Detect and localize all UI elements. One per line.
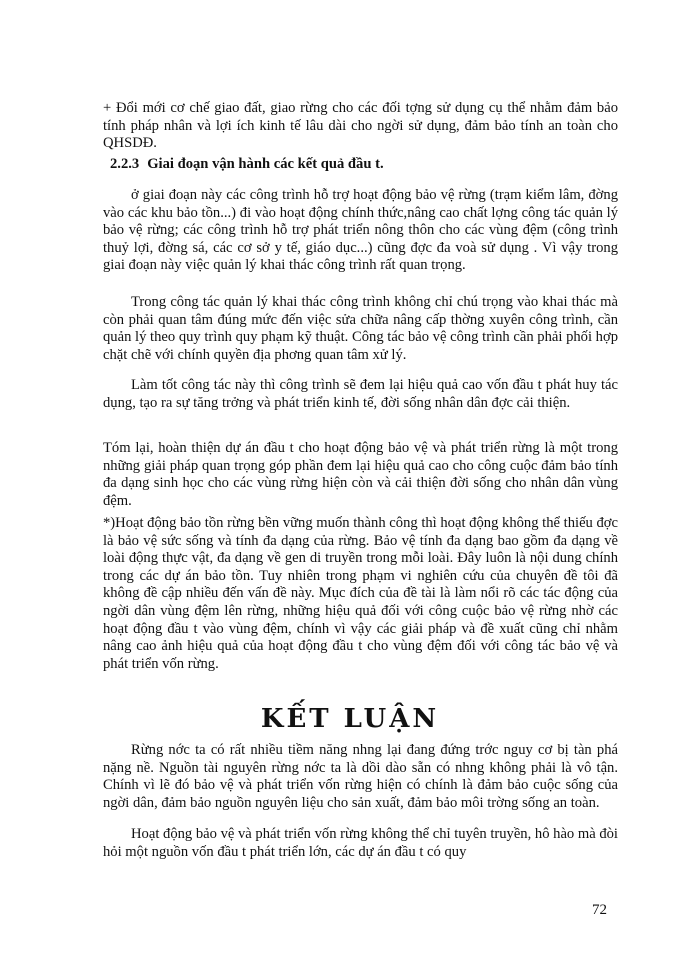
conclusion-title: KẾT LUẬN	[260, 704, 440, 734]
section-title: Giai đoạn vận hành các kết quả đầu t.	[147, 156, 384, 172]
paragraph-land-allocation: + Đổi mới cơ chế giao đất, giao rừng cho các đối tợng sử dụng cụ thể nhằm đảm bảo tính pháp nhân và lợi ích kinh tế lâu dài cho ngời sử dụng, đảm bảo tính an toàn cho QHSDĐ.	[103, 100, 618, 152]
paragraph-management: Trong công tác quản lý khai thác công trình không chỉ chú trọng vào khai thác mà còn phải quan tâm đúng mức đến việc sửa chữa nâng cấp thờng xuyên công trình, cần quản lý theo quy trình quy phạm kỹ thuật. Công tác bảo vệ công trình cần phải phối hợp chặt chẽ với chính quyền địa phơng quan tâm xử lý.	[103, 294, 618, 363]
paragraph-operation-phase: ở giai đoạn này các công trình hỗ trợ hoạt động bảo vệ rừng (trạm kiểm lâm, đờng vào các khu bảo tồn...) đi vào hoạt động chính thức,nâng cao chất lợng công tác quản lý bảo vệ rừng; các công trình hỗ trợ phát triển nông thôn cho các vùng đệm (công trình thuỷ lợi, đờng sá, các cơ sở y tế, giáo dục...) cũng đợc đa voà sử dụng . Vì vậy trong giai đoạn này việc quản lý khai thác công trình rất quan trọng.	[103, 187, 618, 274]
section-heading	[110, 156, 384, 173]
paragraph-conclusion-1: Rừng nớc ta có rất nhiều tiềm năng nhng lại đang đứng trớc nguy cơ bị tàn phá nặng nề. Nguồn tài nguyên rừng nớc ta là dồi dào sẵn có nhng không phải là vô tận. Chính vì lẽ đó bảo vệ và phát triển vốn rừng hiện có chính là đảm bảo cuộc sống của ngời dân, đảm bảo nguồn nguyên liệu cho sản xuất, đảm bảo môi trờng sống an toàn.	[103, 742, 618, 811]
paragraph-conservation-note: *)Hoạt động bảo tồn rừng bền vững muốn thành công thì hoạt động không thể thiếu đợc là bảo vệ sức sống và tính đa dạng của rừng. Bảo vệ tính đa dạng bao gồm đa dạng về loài động thực vật, đa dạng về gen di truyền trong mỗi loài. Đây luôn là nội dung chính trong các dự án bảo tồn. Tuy nhiên trong phạm vi nghiên cứu của chuyên đề tôi đã không đề cập nhiều đến vấn đề này. Mục đích của đề tài là làm nổi rõ các tác động của ngời dân vùng đệm lên rừng, những hiệu quả đối với công cuộc bảo vệ rừng nhờ các hoạt động đầu t vào vùng đệm, chính vì vậy các giải pháp và đề xuất cũng chỉ nhằm nâng cao ảnh hiệu quả của hoạt động đầu t cho vùng đệm đối với công tác bảo vệ và phát triển vốn rừng.	[103, 515, 618, 672]
paragraph-conclusion-2: Hoạt động bảo vệ và phát triển vốn rừng không thể chỉ tuyên truyền, hô hào mà đòi hỏi một nguồn vốn đầu t phát triển lớn, các dự án đầu t có quy	[103, 826, 618, 860]
section-number: 2.2.3	[110, 156, 140, 172]
paragraph-effectiveness: Làm tốt công tác này thì công trình sẽ đem lại hiệu quả cao vốn đầu t phát huy tác dụng, tạo ra sự tăng trởng và phát triển kinh tế, đời sống nhân dân đợc cải thiện.	[103, 377, 618, 411]
paragraph-summary: Tóm lại, hoàn thiện dự án đầu t cho hoạt động bảo vệ và phát triển rừng là một trong những giải pháp quan trọng góp phần đem lại hiệu quả cao cho công cuộc đảm bảo tính đa dạng sinh học cho các vùng rừng hiện còn và cải thiện đời sống cho nhân dân vùng đệm.	[103, 440, 618, 509]
page-number: 72	[592, 902, 607, 918]
